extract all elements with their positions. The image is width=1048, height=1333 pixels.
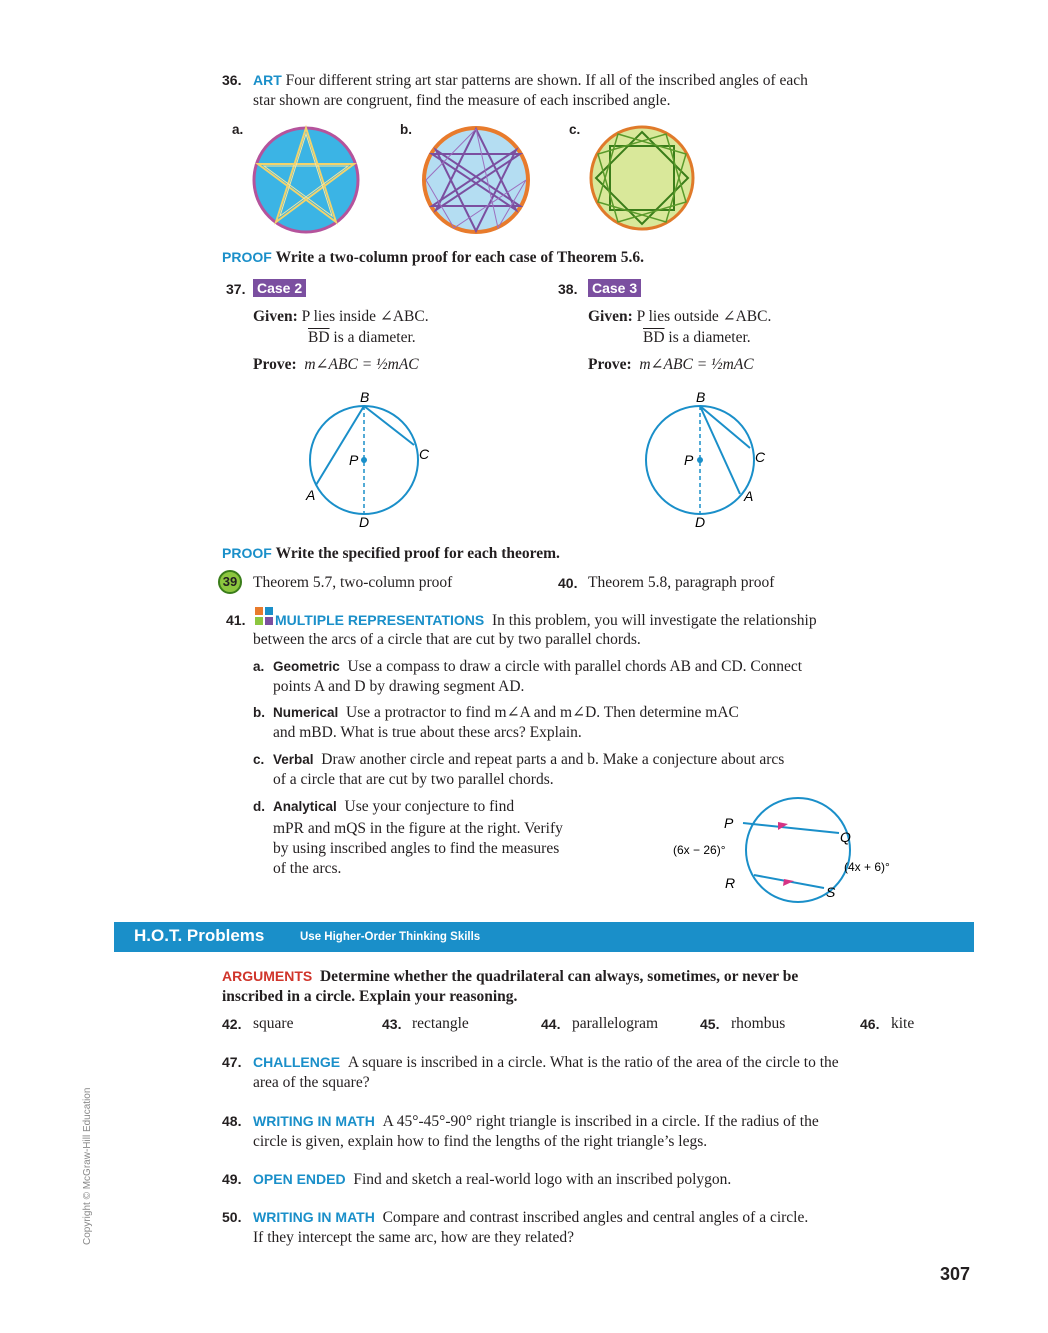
proof1-text: Write a two-column proof for each case of Theorem 5.6. (275, 249, 645, 266)
q44-number: 44. (541, 1016, 561, 1032)
q38-point-C: C (755, 449, 766, 465)
q47-tag: CHALLENGE (253, 1054, 341, 1070)
q37-prove-label: Prove: (253, 356, 297, 373)
q43-number: 43. (382, 1016, 402, 1032)
q37-given-label: Given: (253, 308, 298, 325)
q41d-label: d. (253, 799, 265, 814)
q38-given-label: Given: (588, 308, 633, 325)
q37-point-D: D (359, 514, 370, 530)
q41a-label: a. (253, 659, 265, 674)
q38-point-P: P (684, 452, 694, 468)
q47-text (253, 1052, 953, 1093)
q37-case-tag: Case 2 (253, 279, 306, 297)
q39-text: Theorem 5.7, two-column proof (253, 574, 453, 591)
q49-text (253, 1169, 953, 1190)
q48-text (253, 1111, 953, 1152)
q41-line2: between the arcs of a circle that are cut by two parallel chords. (253, 631, 641, 648)
hot-problems-banner (114, 922, 974, 952)
arguments-tag: ARGUMENTS (222, 968, 313, 984)
q41a-title: Geometric (273, 659, 340, 674)
q50-tag: WRITING IN MATH (253, 1209, 375, 1225)
q49-line1: Find and sketch a real-world logo with an inscribed polygon. (353, 1171, 732, 1188)
q36-label-c: c. (569, 122, 581, 137)
q38-given2 (643, 328, 751, 348)
copyright-notice: Copyright © McGraw-Hill Education (82, 1087, 93, 1245)
q41b-label: b. (253, 705, 265, 720)
q41c-title: Verbal (273, 752, 314, 767)
q40-number: 40. (558, 575, 578, 591)
q41-left-expression: (6x − 26)° (673, 843, 726, 857)
q38-case-tag: Case 3 (588, 279, 641, 297)
proof2-text: Write the specified proof for each theorem. (275, 545, 560, 562)
q40-text: Theorem 5.8, paragraph proof (588, 574, 775, 591)
q37-given2-rest: is a diameter. (329, 329, 416, 346)
string-art-star-b (420, 124, 532, 236)
q45-text: rhombus (731, 1015, 786, 1032)
q38-point-D: D (695, 514, 706, 530)
q41c-line2: of a circle that are cut by two parallel chords. (273, 771, 554, 788)
q37-given (253, 307, 429, 327)
q50-line1: Compare and contrast inscribed angles and central angles of a circle. (382, 1209, 809, 1226)
q37-circle-figure (300, 388, 450, 533)
q50-line2: If they intercept the same arc, how are they related? (253, 1229, 575, 1246)
q37-given1: P lies inside ∠ABC. (301, 308, 429, 325)
q47-line2: area of the square? (253, 1074, 370, 1091)
q46-number: 46. (860, 1016, 880, 1032)
q41a-line2: points A and D by drawing segment AD. (273, 678, 525, 695)
page-number: 307 (940, 1264, 971, 1284)
q38-point-B: B (696, 389, 706, 405)
q38-given2-seg: $\overline{BD}$ (643, 329, 665, 346)
string-art-star-a (250, 124, 362, 236)
q43-text: rectangle (412, 1015, 469, 1032)
q41a-text (273, 657, 953, 697)
proof-instruction-1 (222, 247, 644, 268)
arguments-line1: Determine whether the quadrilateral can always, sometimes, or never be (319, 968, 799, 985)
proof2-tag: PROOF (222, 545, 272, 561)
q37-prove-expr: m∠ABC = ½mAC (304, 356, 419, 373)
q50-number: 50. (222, 1209, 242, 1225)
q41d-title: Analytical (273, 799, 337, 814)
proof1-tag: PROOF (222, 249, 272, 265)
q49-number: 49. (222, 1171, 242, 1187)
q41d-line3: by using inscribed angles to find the measures (273, 840, 560, 857)
q41d-line1: Use your conjecture to find (344, 798, 515, 815)
arguments-instruction (222, 966, 922, 1007)
proof-instruction-2 (222, 543, 560, 564)
q41-point-P: P (724, 815, 734, 831)
q41c-text (273, 750, 953, 790)
multiple-representations-icon (254, 606, 274, 626)
q47-line1: A square is inscribed in a circle. What is the ratio of the area of the circle to the (347, 1054, 839, 1071)
q37-point-A: A (306, 487, 316, 503)
q41b-line2: and mBD. What is true about these arcs? Explain. (273, 724, 582, 741)
q47-number: 47. (222, 1054, 242, 1070)
q38-given (588, 307, 771, 327)
q36-tag: ART (253, 72, 282, 88)
q36-text (253, 70, 943, 111)
q38-prove-expr: m∠ABC = ½mAC (639, 356, 754, 373)
q41-point-Q: Q (840, 829, 851, 845)
q36-line2: star shown are congruent, find the measure of each inscribed angle. (253, 92, 671, 109)
q49-tag: OPEN ENDED (253, 1171, 346, 1187)
q37-point-B: B (360, 389, 370, 405)
q41d-line2: mPR and mQS in the figure at the right. Verify (273, 820, 563, 837)
q44-text: parallelogram (572, 1015, 659, 1032)
q37-given2 (308, 328, 416, 348)
q38-point-A: A (744, 488, 754, 504)
q37-point-P: P (349, 452, 359, 468)
q38-prove (588, 355, 754, 375)
q48-line2: circle is given, explain how to find the lengths of the right triangle’s legs. (253, 1133, 708, 1150)
q48-number: 48. (222, 1113, 242, 1129)
q41-number: 41. (226, 612, 246, 628)
q38-circle-figure (636, 388, 786, 533)
q41-intro (275, 610, 955, 631)
q41-tag: MULTIPLE REPRESENTATIONS (275, 612, 485, 628)
q38-given2-rest: is a diameter. (664, 329, 751, 346)
q38-number: 38. (558, 281, 578, 297)
q42-number: 42. (222, 1016, 242, 1032)
q48-tag: WRITING IN MATH (253, 1113, 375, 1129)
q41b-line1: Use a protractor to find m∠A and m∠D. Then determine mAC (346, 704, 739, 721)
q41b-text (273, 703, 953, 743)
q42-text: square (253, 1015, 294, 1032)
q38-given1: P lies outside ∠ABC. (636, 308, 772, 325)
string-art-star-c (588, 124, 696, 232)
q45-number: 45. (700, 1016, 720, 1032)
q41-point-S: S (826, 884, 836, 900)
q37-point-C: C (419, 446, 430, 462)
q36-number: 36. (222, 72, 242, 88)
q41c-line1: Draw another circle and repeat parts a and b. Make a conjecture about arcs (321, 751, 785, 768)
q37-given2-seg: $\overline{BD}$ (308, 329, 330, 346)
q41-line1: In this problem, you will investigate the relationship (491, 612, 817, 629)
q37-number: 37. (226, 281, 246, 297)
q36-line1: Four different string art star patterns are shown. If all of the inscribed angles of each (285, 72, 808, 89)
q36-label-a: a. (232, 122, 244, 137)
q39-number: 39 (218, 570, 242, 594)
q41-right-expression: (4x + 6)° (844, 860, 890, 874)
arguments-line2: inscribed in a circle. Explain your reasoning. (222, 988, 518, 1005)
q38-prove-label: Prove: (588, 356, 632, 373)
q39-number-badge (218, 570, 242, 594)
q36-label-b: b. (400, 122, 412, 137)
q41-parallel-chords-figure (668, 792, 908, 912)
q41b-title: Numerical (273, 705, 339, 720)
q46-text: kite (891, 1015, 915, 1032)
q41d-text (273, 797, 633, 879)
q41a-line1: Use a compass to draw a circle with parallel chords AB and CD. Connect (347, 658, 803, 675)
q37-prove (253, 355, 419, 375)
q41d-line4: of the arcs. (273, 860, 342, 877)
q41c-label: c. (253, 752, 265, 767)
hot-title: H.O.T. Problems (134, 926, 265, 945)
q50-text (253, 1207, 953, 1248)
q41-point-R: R (725, 875, 736, 891)
hot-subtitle: Use Higher-Order Thinking Skills (300, 931, 481, 943)
q48-line1: A 45°-45°-90° right triangle is inscribed in a circle. If the radius of the (382, 1113, 819, 1130)
